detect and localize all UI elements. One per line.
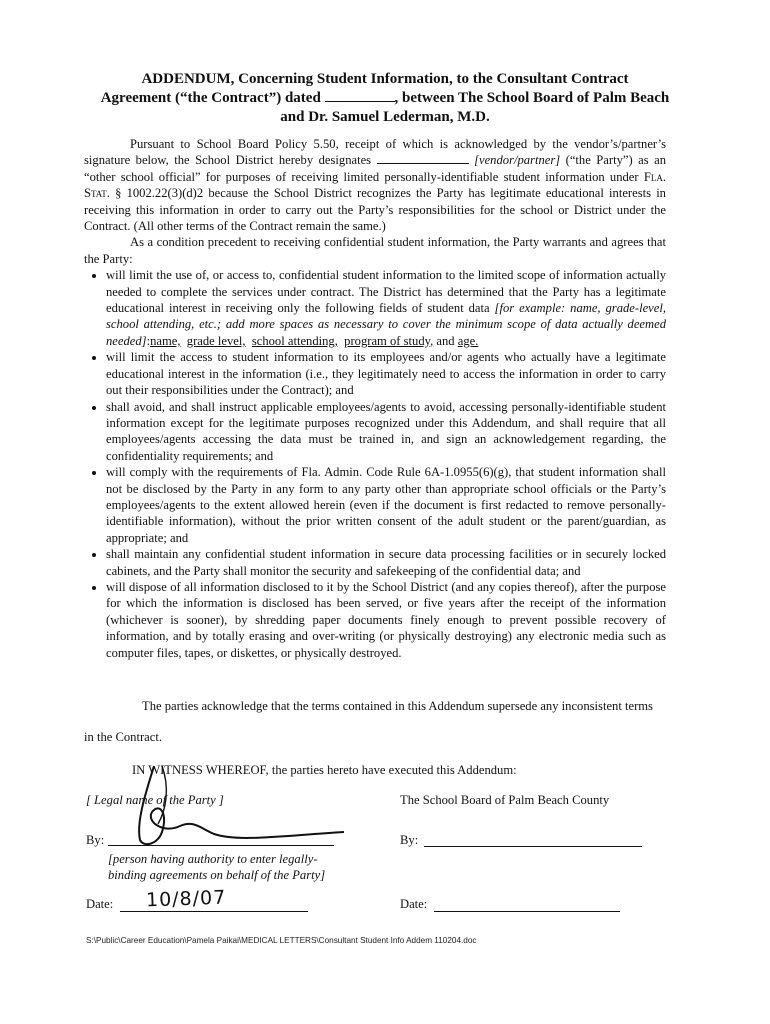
addendum-body — [84, 136, 666, 661]
acknowledgement — [84, 691, 674, 753]
document-title — [60, 70, 710, 127]
b1-text: will limit the use of, or access to, confidential student information to the limited scope of information actually needed to complete the services under contract. The District has determined that the Party has a legitimate educational interest in receiving only the following fields of student data — [106, 268, 666, 316]
board-signature-line — [424, 846, 642, 847]
title-line-1: ADDENDUM, Concerning Student Information, to the Consultant Contract — [141, 71, 629, 87]
authority-note — [108, 851, 325, 883]
vendor-placeholder: [vendor/partner] — [474, 153, 561, 168]
list-item: • shall maintain any confidential student information in secure data processing facilities or in securely locked cabinets, and the Party shall monitor the security and safekeeping of the confidential data; and — [106, 546, 666, 579]
party-name: [ Legal name of the Party ] — [86, 793, 224, 807]
party-signature — [118, 752, 350, 852]
field-age: age. — [457, 333, 479, 348]
field-grade: grade level, — [186, 333, 246, 348]
warranty-list — [84, 267, 666, 661]
title-line-3: and Dr. Samuel Lederman, M.D. — [280, 109, 490, 125]
vendor-blank — [377, 152, 469, 164]
ack-line-2: in the Contract. — [84, 730, 162, 744]
field-name: name, — [150, 333, 181, 348]
fla-stat: Fla. Stat. — [84, 169, 666, 201]
list-item: • shall avoid, and shall instruct applicable employees/agents to avoid, accessing personally-identifiable student information except for the legitimate purposes recognized under this Addendum, and shall require that all employees/agents accessing the data must be trained in, and sign an acknowledgement regarding, the confidentiality requirements; and — [106, 399, 666, 465]
file-path-footer: S:\Public\Career Education\Pamela Paikai\MEDICAL LETTERS\Consultant Student Info Addem 110204.doc — [86, 936, 477, 945]
intro-paragraph — [84, 136, 666, 234]
list-item: • will dispose of all information disclosed to it by the School District (and any copies thereof), after the purpose for which the information is disclosed has been served, or five years after the receipt of the information (whichever is sooner), by shredding paper documents finely enough to prevent possible recovery of information, and by totally erasing and over-writing (or physically destroying) any electronic media such as computer files, tapes, or diskettes, or physically destroyed. — [106, 579, 666, 661]
party-date-value: 10/8/07 — [145, 886, 227, 912]
board-date-label: Date: — [400, 897, 428, 911]
party-by-label: By: — [86, 833, 105, 847]
title-line-2 — [60, 89, 710, 108]
title-line-2b: , between The School Board of Palm Beach — [394, 90, 670, 106]
board-name: The School Board of Palm Beach County — [400, 793, 610, 807]
list-item: • will limit the use of, or access to, confidential student information to the limited scope of information actually needed to complete the services under contract. The District has determined that the Party has a legitimate educational interest in receiving only the following fields of student data [for example: name, grade-level, school attending, etc.; add more spaces as necessary to cover the minimum scope of data actually deemed needed]:name, grade level, school attending, program of study, and age. — [106, 267, 666, 349]
ack-line-1: The parties acknowledge that the terms contained in this Addendum supersede any inconsistent terms — [142, 699, 653, 713]
condition-paragraph: As a condition precedent to receiving confidential student information, the Party warrants and agrees that the Party: — [84, 235, 666, 266]
field-school: school attending, — [251, 333, 338, 348]
authority-note-2: binding agreements on behalf of the Party] — [108, 868, 326, 882]
list-item: • will limit the access to student information to its employees and/or agents who actually have a legitimate educational interest in the information (i.e., they legitimately need to access the information in order to carry out their responsibilities under the Contract); and — [106, 349, 666, 398]
list-item: • will comply with the requirements of Fla. Admin. Code Rule 6A-1.0955(6)(g), that student information shall not be disclosed by the Party in any form to any party other than appropriate school officials or the Party’s employees/agents to the extent allowed herein (even if the document is first redacted to remove personally-identifiable information), without the prior written consent of the adult student or the parent/guardian, as appropriate; and — [106, 464, 666, 546]
intro-text-c: (“the Party”) as an “other school official” for purposes of receiving limited personally-identifiable student information under — [84, 153, 667, 184]
date-blank — [325, 89, 395, 102]
board-by-label: By: — [400, 833, 419, 847]
authority-note-1: [person having authority to enter legally- — [108, 852, 318, 866]
title-line-2a: Agreement (“the Contract”) dated — [100, 90, 321, 106]
party-date-label: Date: — [86, 897, 114, 911]
board-date-line — [434, 911, 620, 912]
intro-text-d: § 1002.22(3)(d)2 because the School District recognizes the Party has legitimate educational interests in receiving this information in order to carry out the Party’s responsibilities for the school or District under the Contract. (All other terms of the Contract remain the same.) — [84, 186, 666, 234]
field-program: program of study, — [344, 333, 434, 348]
b1-italic: [for example: name, grade-level, school attending, etc.; add more spaces as necessary to cover the minimum scope of data actually deemed needed] — [106, 301, 666, 348]
b1-and: and — [436, 333, 455, 348]
witness-line: IN WITNESS WHEREOF, the parties hereto have executed this Addendum: — [132, 763, 517, 777]
intro-text-a: Pursuant to School Board Policy 5.50, receipt of which is acknowledged by the vendor’s/partner’s signature below, the School District hereby designates — [84, 137, 666, 168]
